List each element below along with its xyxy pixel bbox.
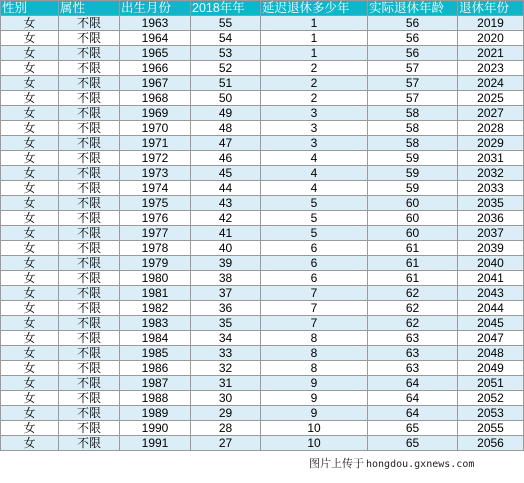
cell-birth-year: 1974 — [120, 181, 191, 196]
cell-delay-years: 10 — [261, 436, 368, 451]
cell-age-2018: 35 — [191, 316, 261, 331]
cell-delay-years: 9 — [261, 391, 368, 406]
cell-actual-retire-age: 61 — [368, 241, 458, 256]
cell-attribute: 不限 — [59, 241, 120, 256]
table-row — [1, 136, 524, 151]
cell-gender: 女 — [1, 31, 59, 46]
cell-delay-years: 6 — [261, 256, 368, 271]
cell-delay-years: 9 — [261, 376, 368, 391]
cell-retire-year: 2056 — [458, 436, 524, 451]
table-row — [1, 256, 524, 271]
cell-retire-year: 2029 — [458, 136, 524, 151]
cell-age-2018: 38 — [191, 271, 261, 286]
cell-delay-years: 7 — [261, 316, 368, 331]
cell-actual-retire-age: 60 — [368, 211, 458, 226]
table-row — [1, 286, 524, 301]
cell-age-2018: 27 — [191, 436, 261, 451]
cell-attribute: 不限 — [59, 121, 120, 136]
cell-actual-retire-age: 57 — [368, 76, 458, 91]
cell-actual-retire-age: 59 — [368, 151, 458, 166]
cell-age-2018: 34 — [191, 331, 261, 346]
cell-gender: 女 — [1, 286, 59, 301]
table-row — [1, 196, 524, 211]
cell-birth-year: 1971 — [120, 136, 191, 151]
cell-birth-year: 1981 — [120, 286, 191, 301]
table-row — [1, 16, 524, 31]
watermark-text: 图片上传于 — [309, 458, 364, 470]
cell-retire-year: 2041 — [458, 271, 524, 286]
cell-attribute: 不限 — [59, 16, 120, 31]
cell-gender: 女 — [1, 301, 59, 316]
cell-gender: 女 — [1, 136, 59, 151]
cell-gender: 女 — [1, 241, 59, 256]
cell-gender: 女 — [1, 376, 59, 391]
cell-gender: 女 — [1, 46, 59, 61]
cell-age-2018: 31 — [191, 376, 261, 391]
cell-actual-retire-age: 60 — [368, 226, 458, 241]
cell-actual-retire-age: 62 — [368, 316, 458, 331]
cell-gender: 女 — [1, 121, 59, 136]
cell-gender: 女 — [1, 196, 59, 211]
table-row — [1, 421, 524, 436]
table-row — [1, 391, 524, 406]
cell-delay-years: 4 — [261, 151, 368, 166]
cell-actual-retire-age: 61 — [368, 256, 458, 271]
cell-birth-year: 1975 — [120, 196, 191, 211]
table-row — [1, 361, 524, 376]
cell-retire-year: 2028 — [458, 121, 524, 136]
table-row — [1, 61, 524, 76]
table-row — [1, 211, 524, 226]
cell-gender: 女 — [1, 271, 59, 286]
cell-birth-year: 1976 — [120, 211, 191, 226]
cell-attribute: 不限 — [59, 436, 120, 451]
cell-gender: 女 — [1, 211, 59, 226]
cell-birth-year: 1991 — [120, 436, 191, 451]
cell-retire-year: 2047 — [458, 331, 524, 346]
cell-attribute: 不限 — [59, 256, 120, 271]
cell-actual-retire-age: 56 — [368, 31, 458, 46]
cell-delay-years: 5 — [261, 196, 368, 211]
watermark-url: hongdou.gxnews.com — [366, 459, 475, 470]
cell-gender: 女 — [1, 331, 59, 346]
cell-retire-year: 2051 — [458, 376, 524, 391]
cell-birth-year: 1982 — [120, 301, 191, 316]
cell-delay-years: 7 — [261, 301, 368, 316]
cell-actual-retire-age: 64 — [368, 376, 458, 391]
cell-actual-retire-age: 65 — [368, 421, 458, 436]
table-row — [1, 151, 524, 166]
cell-attribute: 不限 — [59, 286, 120, 301]
cell-retire-year: 2023 — [458, 61, 524, 76]
cell-birth-year: 1978 — [120, 241, 191, 256]
cell-retire-year: 2052 — [458, 391, 524, 406]
cell-delay-years: 5 — [261, 211, 368, 226]
table-row — [1, 121, 524, 136]
cell-actual-retire-age: 58 — [368, 136, 458, 151]
watermark — [309, 455, 474, 471]
cell-gender: 女 — [1, 421, 59, 436]
cell-birth-year: 1987 — [120, 376, 191, 391]
cell-delay-years: 1 — [261, 31, 368, 46]
cell-age-2018: 41 — [191, 226, 261, 241]
cell-retire-year: 2045 — [458, 316, 524, 331]
cell-birth-year: 1979 — [120, 256, 191, 271]
table-row — [1, 271, 524, 286]
header-gender: 性别 — [1, 1, 59, 16]
cell-age-2018: 51 — [191, 76, 261, 91]
cell-gender: 女 — [1, 76, 59, 91]
cell-gender: 女 — [1, 151, 59, 166]
cell-delay-years: 2 — [261, 91, 368, 106]
cell-attribute: 不限 — [59, 151, 120, 166]
cell-birth-year: 1986 — [120, 361, 191, 376]
cell-age-2018: 47 — [191, 136, 261, 151]
cell-retire-year: 2055 — [458, 421, 524, 436]
cell-attribute: 不限 — [59, 166, 120, 181]
table-row — [1, 226, 524, 241]
cell-gender: 女 — [1, 346, 59, 361]
cell-attribute: 不限 — [59, 316, 120, 331]
cell-delay-years: 8 — [261, 361, 368, 376]
cell-gender: 女 — [1, 61, 59, 76]
cell-gender: 女 — [1, 106, 59, 121]
cell-attribute: 不限 — [59, 31, 120, 46]
cell-delay-years: 10 — [261, 421, 368, 436]
cell-delay-years: 1 — [261, 16, 368, 31]
cell-birth-year: 1963 — [120, 16, 191, 31]
cell-actual-retire-age: 60 — [368, 196, 458, 211]
table-row — [1, 346, 524, 361]
cell-retire-year: 2035 — [458, 196, 524, 211]
cell-attribute: 不限 — [59, 106, 120, 121]
cell-retire-year: 2021 — [458, 46, 524, 61]
cell-attribute: 不限 — [59, 76, 120, 91]
cell-attribute: 不限 — [59, 196, 120, 211]
cell-actual-retire-age: 57 — [368, 91, 458, 106]
cell-actual-retire-age: 59 — [368, 166, 458, 181]
cell-birth-year: 1970 — [120, 121, 191, 136]
table-row — [1, 46, 524, 61]
cell-delay-years: 6 — [261, 271, 368, 286]
cell-attribute: 不限 — [59, 421, 120, 436]
cell-gender: 女 — [1, 391, 59, 406]
table-row — [1, 76, 524, 91]
table-row — [1, 181, 524, 196]
cell-birth-year: 1964 — [120, 31, 191, 46]
cell-attribute: 不限 — [59, 181, 120, 196]
cell-attribute: 不限 — [59, 211, 120, 226]
table-row — [1, 91, 524, 106]
cell-delay-years: 4 — [261, 181, 368, 196]
cell-age-2018: 54 — [191, 31, 261, 46]
cell-gender: 女 — [1, 316, 59, 331]
cell-attribute: 不限 — [59, 61, 120, 76]
cell-age-2018: 28 — [191, 421, 261, 436]
cell-age-2018: 43 — [191, 196, 261, 211]
cell-gender: 女 — [1, 91, 59, 106]
cell-birth-year: 1983 — [120, 316, 191, 331]
cell-delay-years: 5 — [261, 226, 368, 241]
header-actual-retire-age: 实际退休年龄 — [368, 1, 458, 16]
cell-retire-year: 2020 — [458, 31, 524, 46]
cell-attribute: 不限 — [59, 361, 120, 376]
cell-birth-year: 1989 — [120, 406, 191, 421]
cell-age-2018: 36 — [191, 301, 261, 316]
cell-age-2018: 29 — [191, 406, 261, 421]
cell-age-2018: 42 — [191, 211, 261, 226]
cell-delay-years: 8 — [261, 331, 368, 346]
cell-delay-years: 9 — [261, 406, 368, 421]
cell-delay-years: 7 — [261, 286, 368, 301]
cell-actual-retire-age: 61 — [368, 271, 458, 286]
cell-attribute: 不限 — [59, 271, 120, 286]
table-row — [1, 406, 524, 421]
cell-age-2018: 44 — [191, 181, 261, 196]
cell-actual-retire-age: 56 — [368, 16, 458, 31]
cell-actual-retire-age: 62 — [368, 301, 458, 316]
cell-birth-year: 1990 — [120, 421, 191, 436]
cell-age-2018: 53 — [191, 46, 261, 61]
header-birth-month: 出生月份 — [120, 1, 191, 16]
cell-actual-retire-age: 64 — [368, 391, 458, 406]
cell-attribute: 不限 — [59, 226, 120, 241]
cell-delay-years: 4 — [261, 166, 368, 181]
table-row — [1, 436, 524, 451]
cell-gender: 女 — [1, 436, 59, 451]
cell-retire-year: 2031 — [458, 151, 524, 166]
cell-age-2018: 37 — [191, 286, 261, 301]
header-delay-years: 延迟退休多少年 — [261, 1, 368, 16]
cell-actual-retire-age: 65 — [368, 436, 458, 451]
cell-delay-years: 3 — [261, 106, 368, 121]
cell-delay-years: 3 — [261, 136, 368, 151]
cell-age-2018: 49 — [191, 106, 261, 121]
cell-gender: 女 — [1, 16, 59, 31]
cell-retire-year: 2019 — [458, 16, 524, 31]
cell-retire-year: 2049 — [458, 361, 524, 376]
header-row — [1, 1, 524, 16]
cell-retire-year: 2032 — [458, 166, 524, 181]
cell-retire-year: 2033 — [458, 181, 524, 196]
cell-actual-retire-age: 58 — [368, 106, 458, 121]
cell-gender: 女 — [1, 181, 59, 196]
cell-birth-year: 1967 — [120, 76, 191, 91]
cell-attribute: 不限 — [59, 136, 120, 151]
cell-delay-years: 3 — [261, 121, 368, 136]
cell-birth-year: 1966 — [120, 61, 191, 76]
cell-age-2018: 32 — [191, 361, 261, 376]
cell-retire-year: 2024 — [458, 76, 524, 91]
cell-retire-year: 2025 — [458, 91, 524, 106]
cell-actual-retire-age: 58 — [368, 121, 458, 136]
cell-actual-retire-age: 63 — [368, 346, 458, 361]
cell-actual-retire-age: 63 — [368, 361, 458, 376]
cell-birth-year: 1965 — [120, 46, 191, 61]
header-attribute: 属性 — [59, 1, 120, 16]
cell-actual-retire-age: 64 — [368, 406, 458, 421]
cell-actual-retire-age: 63 — [368, 331, 458, 346]
cell-age-2018: 40 — [191, 241, 261, 256]
cell-attribute: 不限 — [59, 346, 120, 361]
cell-age-2018: 45 — [191, 166, 261, 181]
cell-age-2018: 48 — [191, 121, 261, 136]
cell-age-2018: 30 — [191, 391, 261, 406]
cell-gender: 女 — [1, 166, 59, 181]
cell-retire-year: 2039 — [458, 241, 524, 256]
cell-age-2018: 55 — [191, 16, 261, 31]
cell-gender: 女 — [1, 256, 59, 271]
cell-attribute: 不限 — [59, 91, 120, 106]
cell-birth-year: 1980 — [120, 271, 191, 286]
cell-gender: 女 — [1, 406, 59, 421]
cell-attribute: 不限 — [59, 391, 120, 406]
cell-age-2018: 52 — [191, 61, 261, 76]
cell-actual-retire-age: 57 — [368, 61, 458, 76]
cell-retire-year: 2037 — [458, 226, 524, 241]
cell-birth-year: 1969 — [120, 106, 191, 121]
cell-attribute: 不限 — [59, 331, 120, 346]
cell-attribute: 不限 — [59, 376, 120, 391]
cell-birth-year: 1988 — [120, 391, 191, 406]
cell-retire-year: 2048 — [458, 346, 524, 361]
table-row — [1, 316, 524, 331]
table-row — [1, 241, 524, 256]
cell-age-2018: 33 — [191, 346, 261, 361]
cell-attribute: 不限 — [59, 301, 120, 316]
header-age-2018: 2018年年 — [191, 1, 261, 16]
cell-delay-years: 2 — [261, 76, 368, 91]
table-row — [1, 376, 524, 391]
header-retire-year: 退休年份 — [458, 1, 524, 16]
cell-birth-year: 1972 — [120, 151, 191, 166]
cell-age-2018: 39 — [191, 256, 261, 271]
cell-gender: 女 — [1, 226, 59, 241]
cell-retire-year: 2043 — [458, 286, 524, 301]
cell-gender: 女 — [1, 361, 59, 376]
table-row — [1, 331, 524, 346]
cell-retire-year: 2053 — [458, 406, 524, 421]
cell-birth-year: 1985 — [120, 346, 191, 361]
cell-birth-year: 1984 — [120, 331, 191, 346]
table-row — [1, 106, 524, 121]
cell-attribute: 不限 — [59, 46, 120, 61]
cell-actual-retire-age: 56 — [368, 46, 458, 61]
cell-retire-year: 2027 — [458, 106, 524, 121]
table-row — [1, 166, 524, 181]
cell-birth-year: 1968 — [120, 91, 191, 106]
cell-delay-years: 2 — [261, 61, 368, 76]
cell-attribute: 不限 — [59, 406, 120, 421]
cell-age-2018: 50 — [191, 91, 261, 106]
cell-actual-retire-age: 62 — [368, 286, 458, 301]
cell-retire-year: 2044 — [458, 301, 524, 316]
cell-retire-year: 2040 — [458, 256, 524, 271]
cell-actual-retire-age: 59 — [368, 181, 458, 196]
cell-delay-years: 8 — [261, 346, 368, 361]
cell-birth-year: 1977 — [120, 226, 191, 241]
cell-delay-years: 6 — [261, 241, 368, 256]
cell-age-2018: 46 — [191, 151, 261, 166]
cell-retire-year: 2036 — [458, 211, 524, 226]
table-row — [1, 31, 524, 46]
cell-birth-year: 1973 — [120, 166, 191, 181]
cell-delay-years: 1 — [261, 46, 368, 61]
table-row — [1, 301, 524, 316]
